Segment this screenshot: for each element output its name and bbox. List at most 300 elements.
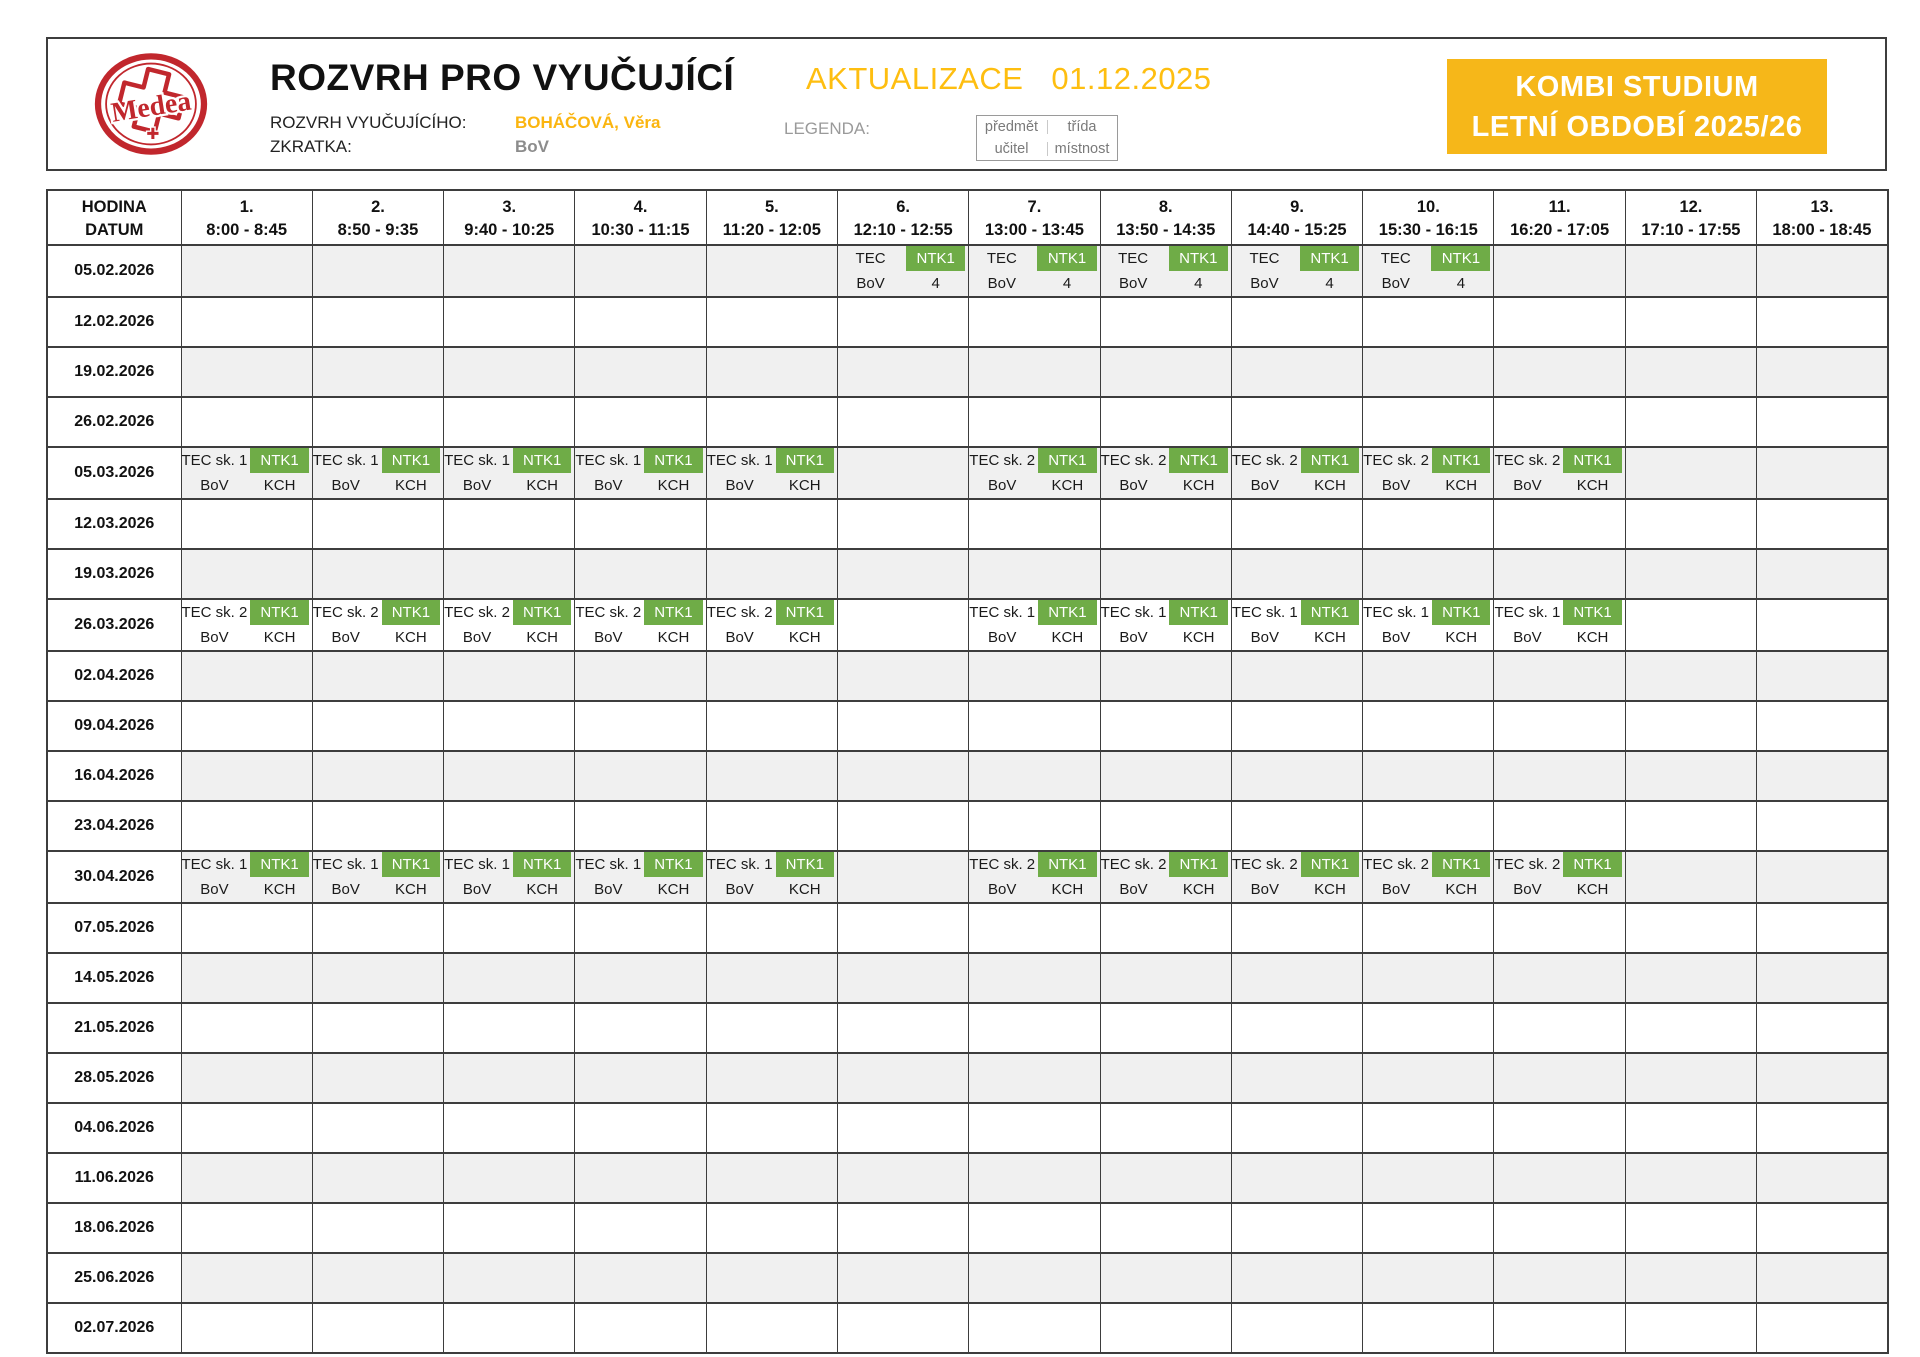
lesson-teacher: BoV <box>1513 881 1542 898</box>
lesson-room: KCH <box>1314 881 1346 898</box>
schedule-cell <box>837 651 968 701</box>
date-cell: 30.04.2026 <box>47 851 181 903</box>
lesson-room: KCH <box>526 629 558 646</box>
schedule-cell <box>181 499 312 549</box>
class-badge: NTK1 <box>1300 246 1359 271</box>
schedule-cell <box>837 297 968 347</box>
schedule-cell <box>706 245 837 297</box>
update-label: AKTUALIZACE <box>806 61 1024 96</box>
lesson-subject: TEC sk. 1 <box>444 856 510 873</box>
schedule-cell <box>837 1003 968 1053</box>
schedule-cell <box>1100 599 1231 651</box>
class-badge: NTK1 <box>1432 852 1490 877</box>
period-time: 13:00 - 13:45 <box>984 220 1084 239</box>
badge-line1: KOMBI STUDIUM <box>1515 70 1759 103</box>
schedule-cell <box>181 1253 312 1303</box>
lesson-room: KCH <box>1182 629 1215 646</box>
class-badge: NTK1 <box>1169 600 1227 625</box>
lesson <box>1494 448 1624 498</box>
table-row <box>47 903 1888 953</box>
lesson-teacher: BoV <box>331 881 360 898</box>
legend-room: místnost <box>1054 140 1110 157</box>
lesson-room: KCH <box>263 881 296 898</box>
class-badge: NTK1 <box>250 852 308 877</box>
schedule-cell <box>837 549 968 599</box>
schedule-cell <box>1625 1053 1756 1103</box>
period-number: 2. <box>371 197 385 216</box>
schedule-cell <box>837 347 968 397</box>
lesson-subject: TEC sk. 1 <box>575 856 642 873</box>
date-cell: 26.03.2026 <box>47 599 181 651</box>
legend-box <box>976 115 1118 161</box>
lesson-room: KCH <box>395 629 427 646</box>
schedule-cell <box>837 1053 968 1103</box>
schedule-cell <box>1100 347 1231 397</box>
lesson <box>1101 448 1231 498</box>
lesson-room: KCH <box>1182 477 1215 494</box>
lesson <box>969 246 1099 296</box>
schedule-cell <box>837 1153 968 1203</box>
date-cell: 14.05.2026 <box>47 953 181 1003</box>
lesson-subject: TEC sk. 1 <box>444 452 510 469</box>
period-time: 8:50 - 9:35 <box>337 220 419 239</box>
schedule-cell <box>1363 851 1494 903</box>
schedule-cell <box>969 397 1100 447</box>
lesson-subject: TEC sk. 1 <box>312 452 379 469</box>
schedule-cell <box>1757 1303 1888 1353</box>
schedule-cell <box>181 1103 312 1153</box>
period-number: 7. <box>1027 197 1042 216</box>
lesson-subject: TEC <box>855 250 886 267</box>
class-badge: NTK1 <box>382 448 440 473</box>
lesson <box>1101 600 1231 650</box>
lesson-subject: TEC sk. 2 <box>1100 452 1167 469</box>
schedule-cell <box>1231 245 1362 297</box>
class-badge: NTK1 <box>250 448 308 473</box>
lesson-teacher: BoV <box>1250 477 1279 494</box>
schedule-cell <box>1231 1303 1362 1353</box>
class-badge: NTK1 <box>1169 246 1228 271</box>
schedule-cell <box>706 1153 837 1203</box>
schedule-cell <box>969 1153 1100 1203</box>
table-row <box>47 347 1888 397</box>
class-badge: NTK1 <box>1169 852 1227 877</box>
lesson-room: KCH <box>788 477 821 494</box>
class-badge: NTK1 <box>1563 852 1621 877</box>
schedule-cell <box>837 599 968 651</box>
schedule-cell <box>1494 1253 1625 1303</box>
schedule-cell <box>312 447 443 499</box>
schedule-cell <box>1625 851 1756 903</box>
schedule-cell <box>575 953 706 1003</box>
schedule-cell <box>444 1103 575 1153</box>
lesson <box>969 448 1099 498</box>
period-number: 6. <box>896 197 911 216</box>
schedule-cell <box>312 1303 443 1353</box>
schedule-cell <box>1231 599 1362 651</box>
lesson-teacher: BoV <box>462 629 492 646</box>
schedule-cell <box>1100 1203 1231 1253</box>
legend-subject: předmět <box>977 120 1048 135</box>
lesson-room: KCH <box>1051 629 1084 646</box>
schedule-cell <box>837 701 968 751</box>
schedule-cell <box>969 1253 1100 1303</box>
class-badge: NTK1 <box>906 246 965 271</box>
page-header <box>46 37 1887 171</box>
teacher-meta <box>270 111 660 159</box>
lesson-room: KCH <box>1576 477 1609 494</box>
schedule-cell <box>837 1203 968 1253</box>
schedule-cell <box>706 447 837 499</box>
schedule-cell <box>706 549 837 599</box>
schedule-cell <box>969 245 1100 297</box>
schedule-cell <box>706 751 837 801</box>
lesson-teacher: BoV <box>1250 629 1279 646</box>
schedule-cell <box>181 1153 312 1203</box>
lesson <box>707 448 837 498</box>
lesson-subject: TEC sk. 1 <box>181 856 248 873</box>
schedule-cell <box>969 297 1100 347</box>
schedule-cell <box>181 751 312 801</box>
schedule-cell <box>312 347 443 397</box>
date-cell: 04.06.2026 <box>47 1103 181 1153</box>
schedule-cell <box>575 903 706 953</box>
schedule-cell <box>575 1103 706 1153</box>
period-number: 10. <box>1416 197 1440 216</box>
schedule-cell <box>837 1303 968 1353</box>
period-header-6 <box>837 190 968 245</box>
lesson-room: KCH <box>1051 477 1084 494</box>
schedule-cell <box>1231 1203 1362 1253</box>
date-cell: 02.07.2026 <box>47 1303 181 1353</box>
schedule-cell <box>1231 447 1362 499</box>
schedule-cell <box>1494 701 1625 751</box>
schedule-cell <box>1757 549 1888 599</box>
schedule-cell <box>837 447 968 499</box>
class-badge: NTK1 <box>513 852 571 877</box>
class-badge: NTK1 <box>250 600 308 625</box>
period-number: 8. <box>1158 197 1173 216</box>
table-row <box>47 599 1888 651</box>
schedule-cell <box>706 1253 837 1303</box>
lesson <box>1494 852 1624 902</box>
period-number: 13. <box>1810 197 1834 216</box>
schedule-cell <box>837 1253 968 1303</box>
table-row <box>47 297 1888 347</box>
lesson-room: 4 <box>1194 275 1203 292</box>
period-time: 13:50 - 14:35 <box>1116 220 1216 239</box>
schedule-cell <box>181 1003 312 1053</box>
schedule-cell <box>575 245 706 297</box>
lesson <box>313 852 443 902</box>
date-cell: 05.02.2026 <box>47 245 181 297</box>
logo-wordmark: Medea <box>108 85 194 129</box>
lesson-subject: TEC sk. 1 <box>181 452 248 469</box>
schedule-cell <box>444 701 575 751</box>
lesson-teacher: BoV <box>988 629 1017 646</box>
lesson <box>575 852 705 902</box>
legend-teacher: učitel <box>977 142 1048 157</box>
schedule-cell <box>181 297 312 347</box>
schedule-cell <box>575 851 706 903</box>
schedule-cell <box>444 1303 575 1353</box>
lesson-teacher: BoV <box>1119 881 1148 898</box>
lesson-subject: TEC sk. 2 <box>1363 452 1430 469</box>
lesson-subject: TEC sk. 2 <box>1100 856 1167 873</box>
schedule-cell <box>444 1053 575 1103</box>
schedule-cell <box>575 1153 706 1203</box>
schedule-cell <box>1363 347 1494 397</box>
date-cell: 11.06.2026 <box>47 1153 181 1203</box>
schedule-cell <box>181 599 312 651</box>
schedule-cell <box>1494 1103 1625 1153</box>
period-time: 16:20 - 17:05 <box>1510 220 1610 239</box>
update-date: 01.12.2025 <box>1051 61 1212 96</box>
schedule-cell <box>706 499 837 549</box>
schedule-cell <box>312 1203 443 1253</box>
lesson-subject: TEC <box>986 250 1017 267</box>
period-number: 1. <box>239 197 254 216</box>
schedule-cell <box>1231 1103 1362 1153</box>
schedule-cell <box>1231 903 1362 953</box>
schedule-cell <box>706 851 837 903</box>
lesson <box>182 600 312 650</box>
schedule-cell <box>1363 651 1494 701</box>
schedule-cell <box>1494 1203 1625 1253</box>
schedule-cell <box>1100 397 1231 447</box>
schedule-cell <box>1757 851 1888 903</box>
lesson-teacher: BoV <box>594 629 623 646</box>
schedule-cell <box>1363 1003 1494 1053</box>
schedule-cell <box>837 751 968 801</box>
schedule-cell <box>837 953 968 1003</box>
schedule-cell <box>312 701 443 751</box>
lesson-subject: TEC sk. 1 <box>1100 604 1167 621</box>
schedule-cell <box>1231 397 1362 447</box>
lesson-teacher: BoV <box>1250 275 1279 292</box>
schedule-cell <box>1231 953 1362 1003</box>
lesson <box>1232 246 1362 296</box>
schedule-cell <box>1363 903 1494 953</box>
schedule-cell <box>1363 1253 1494 1303</box>
schedule-cell <box>444 903 575 953</box>
lesson-teacher: BoV <box>725 629 754 646</box>
lesson-subject: TEC sk. 1 <box>706 856 773 873</box>
date-cell: 28.05.2026 <box>47 1053 181 1103</box>
schedule-cell <box>1625 1103 1756 1153</box>
table-row <box>47 953 1888 1003</box>
schedule-cell <box>1625 701 1756 751</box>
schedule-cell <box>1100 1053 1231 1103</box>
lesson-subject: TEC sk. 1 <box>1363 604 1430 621</box>
schedule-cell <box>837 903 968 953</box>
schedule-cell <box>1231 651 1362 701</box>
schedule-cell <box>1757 447 1888 499</box>
schedule-cell <box>1494 297 1625 347</box>
lesson <box>444 600 574 650</box>
schedule-cell <box>1757 751 1888 801</box>
schedule-cell <box>444 1253 575 1303</box>
schedule-cell <box>181 953 312 1003</box>
schedule-cell <box>181 1053 312 1103</box>
schedule-cell <box>706 347 837 397</box>
schedule-cell <box>1100 701 1231 751</box>
schedule-cell <box>1363 1103 1494 1153</box>
period-header-9 <box>1231 190 1362 245</box>
table-row <box>47 801 1888 851</box>
schedule-cell <box>1363 1053 1494 1103</box>
schedule-cell <box>1494 903 1625 953</box>
class-badge: NTK1 <box>1038 852 1096 877</box>
schedule-cell <box>1625 751 1756 801</box>
table-row <box>47 1103 1888 1153</box>
schedule-cell <box>1757 1103 1888 1153</box>
lesson-room: KCH <box>657 881 690 898</box>
page-title: ROZVRH PRO VYUČUJÍCÍ <box>270 57 735 98</box>
schedule-cell <box>1757 347 1888 397</box>
period-header-11 <box>1494 190 1625 245</box>
lesson-teacher: BoV <box>856 275 885 292</box>
table-row <box>47 1253 1888 1303</box>
lesson-subject: TEC sk. 2 <box>706 604 773 621</box>
schedule-cell <box>1100 1003 1231 1053</box>
schedule-cell <box>1625 651 1756 701</box>
date-cell: 07.05.2026 <box>47 903 181 953</box>
schedule-cell <box>1625 245 1756 297</box>
schedule-cell <box>1625 447 1756 499</box>
class-badge: NTK1 <box>513 448 571 473</box>
schedule-cell <box>312 651 443 701</box>
schedule-cell <box>1625 1203 1756 1253</box>
lesson <box>444 852 574 902</box>
schedule-cell <box>575 751 706 801</box>
teacher-name: BOHÁČOVÁ, Věra <box>515 113 661 132</box>
schedule-cell <box>1757 1003 1888 1053</box>
lesson-subject: TEC <box>1118 250 1149 267</box>
schedule-cell <box>312 1003 443 1053</box>
table-row <box>47 1303 1888 1353</box>
medea-logo <box>92 51 210 157</box>
lesson <box>707 600 837 650</box>
schedule-cell <box>1231 297 1362 347</box>
lesson-subject: TEC sk. 2 <box>1494 452 1561 469</box>
schedule-cell <box>706 297 837 347</box>
lesson-subject: TEC sk. 1 <box>706 452 773 469</box>
schedule-cell <box>1625 499 1756 549</box>
schedule-cell <box>312 297 443 347</box>
lesson-teacher: BoV <box>1381 629 1411 646</box>
period-time: 17:10 - 17:55 <box>1641 220 1741 239</box>
schedule-cell <box>575 499 706 549</box>
lesson-teacher: BoV <box>331 629 360 646</box>
schedule-cell <box>1757 397 1888 447</box>
lesson <box>444 448 574 498</box>
schedule-cell <box>312 751 443 801</box>
lesson-teacher: BoV <box>1250 881 1279 898</box>
schedule-cell <box>312 1253 443 1303</box>
schedule-cell <box>444 953 575 1003</box>
schedule-cell <box>1363 1203 1494 1253</box>
period-header-2 <box>312 190 443 245</box>
period-header-7 <box>969 190 1100 245</box>
class-badge: NTK1 <box>644 600 702 625</box>
update-banner <box>806 61 1212 97</box>
zkratka-value: BoV <box>515 137 549 156</box>
schedule-cell <box>181 851 312 903</box>
table-row <box>47 397 1888 447</box>
class-badge: NTK1 <box>1431 246 1490 271</box>
header-row <box>47 190 1888 245</box>
schedule-cell <box>837 801 968 851</box>
schedule-cell <box>1625 1303 1756 1353</box>
schedule-cell <box>969 1303 1100 1353</box>
class-badge: NTK1 <box>1038 600 1096 625</box>
schedule-cell <box>1231 549 1362 599</box>
schedule-cell <box>969 903 1100 953</box>
lesson-subject: TEC sk. 2 <box>1494 856 1561 873</box>
lesson-subject: TEC sk. 1 <box>969 604 1036 621</box>
table-row <box>47 751 1888 801</box>
period-header-8 <box>1100 190 1231 245</box>
schedule-cell <box>1494 245 1625 297</box>
schedule-cell <box>312 1103 443 1153</box>
lesson-room: KCH <box>1182 881 1215 898</box>
schedule-cell <box>1757 499 1888 549</box>
lesson-subject: TEC sk. 2 <box>1231 856 1298 873</box>
date-cell: 12.02.2026 <box>47 297 181 347</box>
schedule-cell <box>1625 549 1756 599</box>
schedule-cell <box>969 549 1100 599</box>
class-badge: NTK1 <box>1037 246 1096 271</box>
lesson <box>1363 246 1493 296</box>
date-cell: 09.04.2026 <box>47 701 181 751</box>
schedule-cell <box>1625 1003 1756 1053</box>
zkratka-label: ZKRATKA: <box>270 137 352 156</box>
schedule-cell <box>312 953 443 1003</box>
period-time: 12:10 - 12:55 <box>853 220 953 239</box>
schedule-cell <box>1363 751 1494 801</box>
lesson-teacher: BoV <box>988 881 1017 898</box>
schedule-cell <box>1494 499 1625 549</box>
date-cell: 23.04.2026 <box>47 801 181 851</box>
lesson-room: 4 <box>931 275 940 292</box>
date-cell: 19.03.2026 <box>47 549 181 599</box>
date-cell: 26.02.2026 <box>47 397 181 447</box>
schedule-cell <box>1625 903 1756 953</box>
schedule-cell <box>181 245 312 297</box>
schedule-cell <box>706 953 837 1003</box>
lesson-room: KCH <box>788 881 821 898</box>
lesson-teacher: BoV <box>1119 629 1148 646</box>
lesson <box>1494 600 1624 650</box>
schedule-cell <box>312 903 443 953</box>
schedule-cell <box>1363 397 1494 447</box>
schedule-cell <box>706 1003 837 1053</box>
schedule-table <box>46 189 1889 1354</box>
schedule-cell <box>706 599 837 651</box>
lesson-subject: TEC sk. 2 <box>181 604 248 621</box>
date-cell: 05.03.2026 <box>47 447 181 499</box>
table-row <box>47 447 1888 499</box>
lesson-teacher: BoV <box>462 881 492 898</box>
period-time: 10:30 - 11:15 <box>591 220 690 239</box>
class-badge: NTK1 <box>1432 600 1490 625</box>
lesson-subject: TEC sk. 1 <box>312 856 379 873</box>
class-badge: NTK1 <box>1038 448 1096 473</box>
date-cell: 18.06.2026 <box>47 1203 181 1253</box>
lesson <box>575 448 705 498</box>
period-number: 9. <box>1290 197 1304 216</box>
